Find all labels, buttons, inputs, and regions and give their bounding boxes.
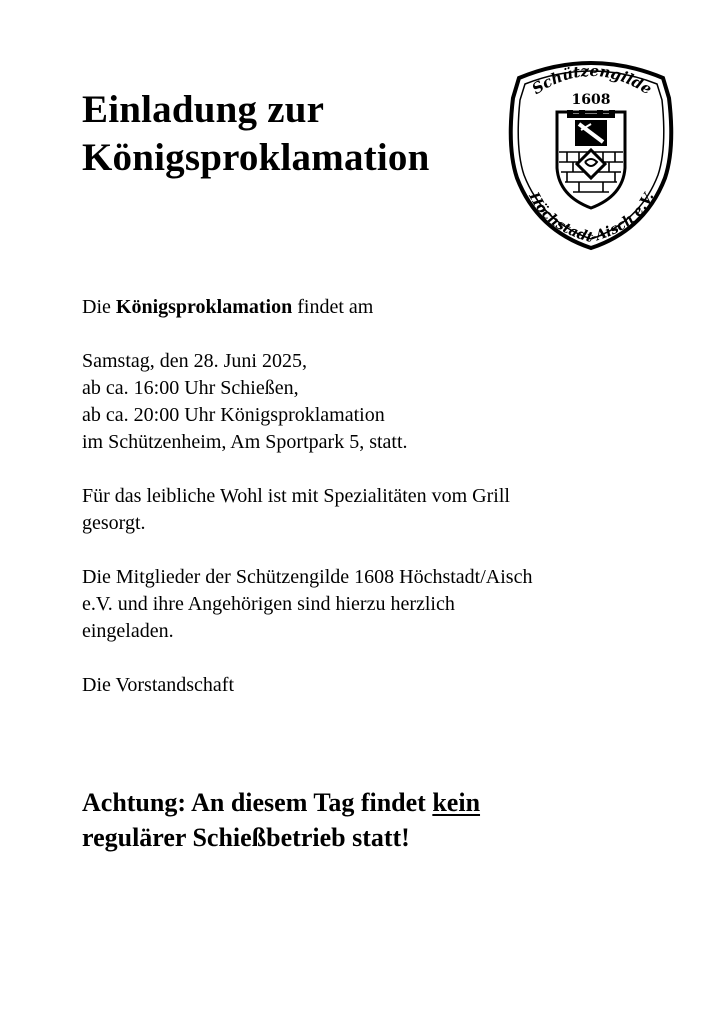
- intro-paragraph: [82, 294, 682, 321]
- schedule-date: Samstag, den 28. Juni 2025,: [82, 350, 307, 372]
- logo-club-name: Schützengilde: [528, 61, 656, 99]
- logo-year: 1608: [571, 92, 611, 108]
- notice-text-before: Achtung: An diesem Tag findet: [82, 788, 433, 817]
- intro-text-before: Die: [82, 296, 116, 318]
- notice-line-2: regulärer Schießbetrieb statt!: [82, 823, 410, 852]
- intro-text-after: findet am: [292, 296, 374, 318]
- catering-line-2: gesorgt.: [82, 512, 146, 534]
- intro-text-bold: Königsproklamation: [115, 296, 293, 318]
- schedule-paragraph: [82, 348, 682, 456]
- catering-paragraph: [82, 483, 682, 537]
- invitation-line-1: Die Mitglieder der Schützengilde 1608 Höchstadt/Aisch: [82, 566, 533, 588]
- notice-warning: [82, 785, 682, 855]
- club-crest-logo: [505, 58, 677, 252]
- notice-line-1: [82, 785, 682, 820]
- schedule-proclamation: ab ca. 20:00 Uhr Königsproklamation: [82, 404, 385, 426]
- document-body: [82, 294, 682, 726]
- logo-location: Höchstadt-Aisch e.V.: [525, 189, 658, 247]
- title-line-2: Königsproklamation: [82, 136, 430, 179]
- title-line-1: Einladung zur: [82, 88, 325, 131]
- invitation-line-3: eingeladen.: [82, 620, 174, 642]
- invitation-line-2: e.V. und ihre Angehörigen sind hierzu herzlich: [82, 593, 455, 615]
- document-title: [82, 86, 429, 182]
- schedule-venue: im Schützenheim, Am Sportpark 5, statt.: [82, 431, 408, 453]
- signature: Die Vorstandschaft: [82, 674, 235, 696]
- schedule-shooting: ab ca. 16:00 Uhr Schießen,: [82, 377, 299, 399]
- catering-line-1: Für das leibliche Wohl ist mit Spezialitäten vom Grill: [82, 485, 510, 507]
- invitation-paragraph: [82, 564, 682, 645]
- notice-emphasis: kein: [432, 788, 481, 817]
